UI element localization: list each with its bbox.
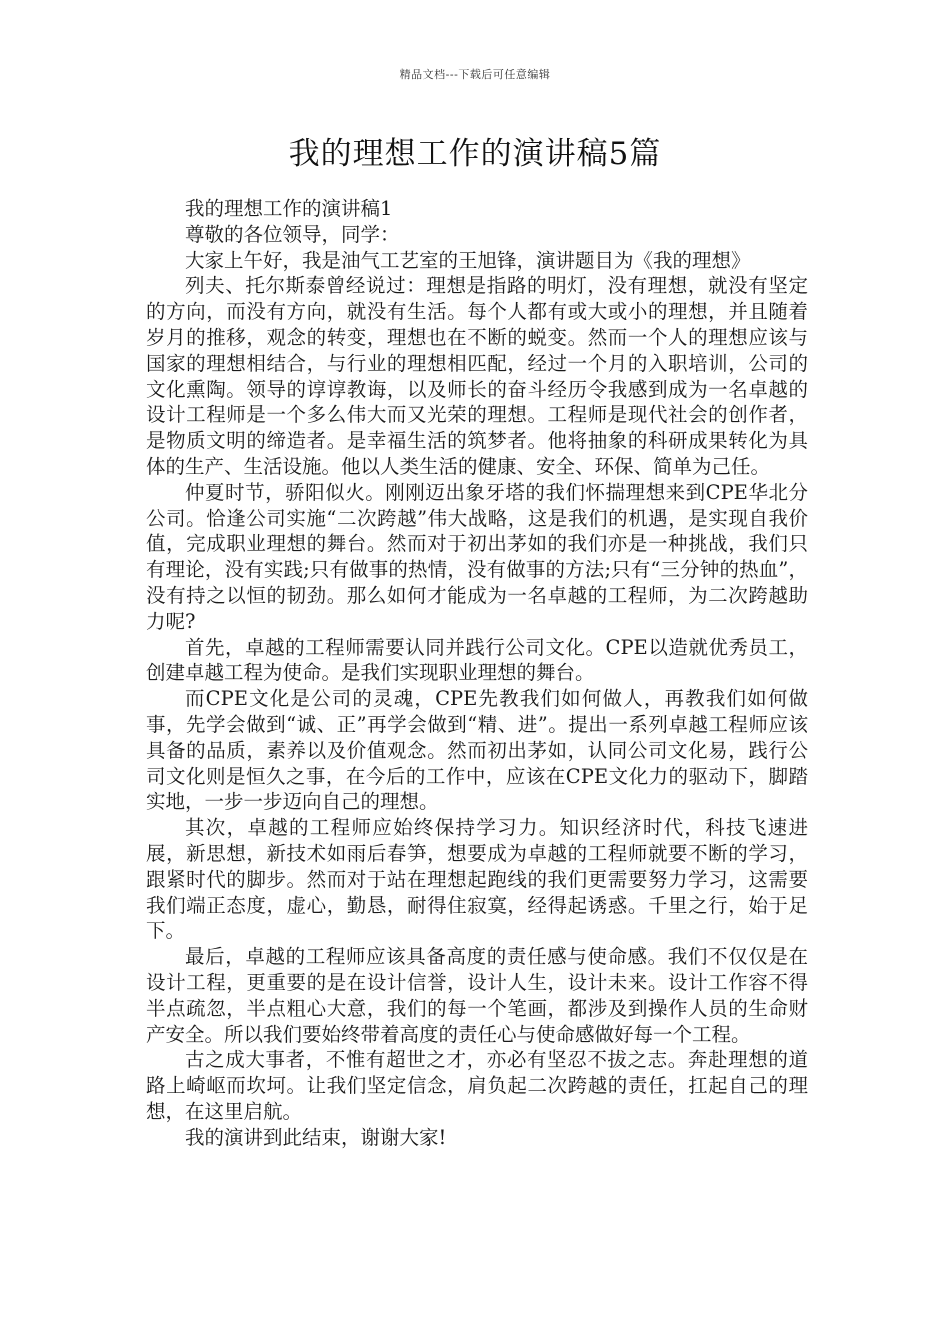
body-paragraph: 大家上午好，我是油气工艺室的王旭锋，演讲题目为《我的理想》 [185,248,751,272]
salutation: 尊敬的各位领导，同学： [185,222,400,246]
header-note: 精品文档---下载后可任意编辑 [399,68,551,81]
speech-heading: 我的理想工作的演讲稿1 [185,197,393,220]
closing-line: 我的演讲到此结束，谢谢大家! [185,1125,447,1149]
body-paragraph: 而CPE文化是公司的灵魂，CPE先教我们如何做人，再教我们如何做事，先学会做到“诚、正”再学会做到“精、进”。提出一系列卓越工程师应该具备的品质，素养以及价值观念。然而初出茅如，认同公司文化易，践行公司文化则是恒久之事，在今后的工作中，应该在CPE文化力的驱动下，脚踏实地，一步一步迈向自己的理想。 [146,687,808,814]
body-paragraph: 仲夏时节，骄阳似火。刚刚迈出象牙塔的我们怀揣理想来到CPE华北分公司。恰逢公司实施“二次跨越”伟大战略，这是我们的机遇，是实现自我价值，完成职业理想的舞台。然而对于初出茅如的我们亦是一种挑战，我们只有理论，没有实践;只有做事的热情，没有做事的方法;只有“三分钟的热血”，没有持之以恒的韧劲。那么如何才能成为一名卓越的工程师，为二次跨越助力呢? [146,480,808,633]
body-paragraph: 其次，卓越的工程师应始终保持学习力。知识经济时代，科技飞速进展，新思想，新技术如雨后春笋，想要成为卓越的工程师就要不断的学习，跟紧时代的脚步。然而对于站在理想起跑线的我们更需要努力学习，这需要我们端正态度，虚心，勤恳，耐得住寂寞，经得起诱惑。千里之行，始于足下。 [146,816,808,943]
body-paragraph: 最后，卓越的工程师应该具备高度的责任感与使命感。我们不仅仅是在设计工程，更重要的是在设计信誉，设计人生，设计未来。设计工作容不得半点疏忽，半点粗心大意，我们的每一个笔画，都涉及到操作人员的生命财产安全。所以我们要始终带着高度的责任心与使命感做好每一个工程。 [146,945,808,1046]
body-paragraph: 古之成大事者，不惟有超世之才，亦必有坚忍不拔之志。奔赴理想的道路上崎岖而坎坷。让我们坚定信念，肩负起二次跨越的责任，扛起自己的理想，在这里启航。 [146,1048,808,1123]
document-title: 我的理想工作的演讲稿5篇 [288,136,662,172]
body-paragraph: 首先，卓越的工程师需要认同并践行公司文化。CPE以造就优秀员工，创建卓越工程为使命。是我们实现职业理想的舞台。 [146,635,808,685]
body-paragraph: 列夫、托尔斯泰曾经说过：理想是指路的明灯，没有理想，就没有坚定的方向，而没有方向，就没有生活。每个人都有或大或小的理想，并且随着岁月的推移，观念的转变，理想也在不断的蜕变。然而一个人的理想应该与国家的理想相结合，与行业的理想相匹配，经过一个月的入职培训，公司的文化熏陶。领导的谆谆教诲，以及师长的奋斗经历令我感到成为一名卓越的设计工程师是一个多么伟大而又光荣的理想。工程师是现代社会的创作者，是物质文明的缔造者。是幸福生活的筑梦者。他将抽象的科研成果转化为具体的生产、生活设施。他以人类生活的健康、安全、环保、简单为己任。 [146,274,808,478]
document-body [146,196,808,1150]
